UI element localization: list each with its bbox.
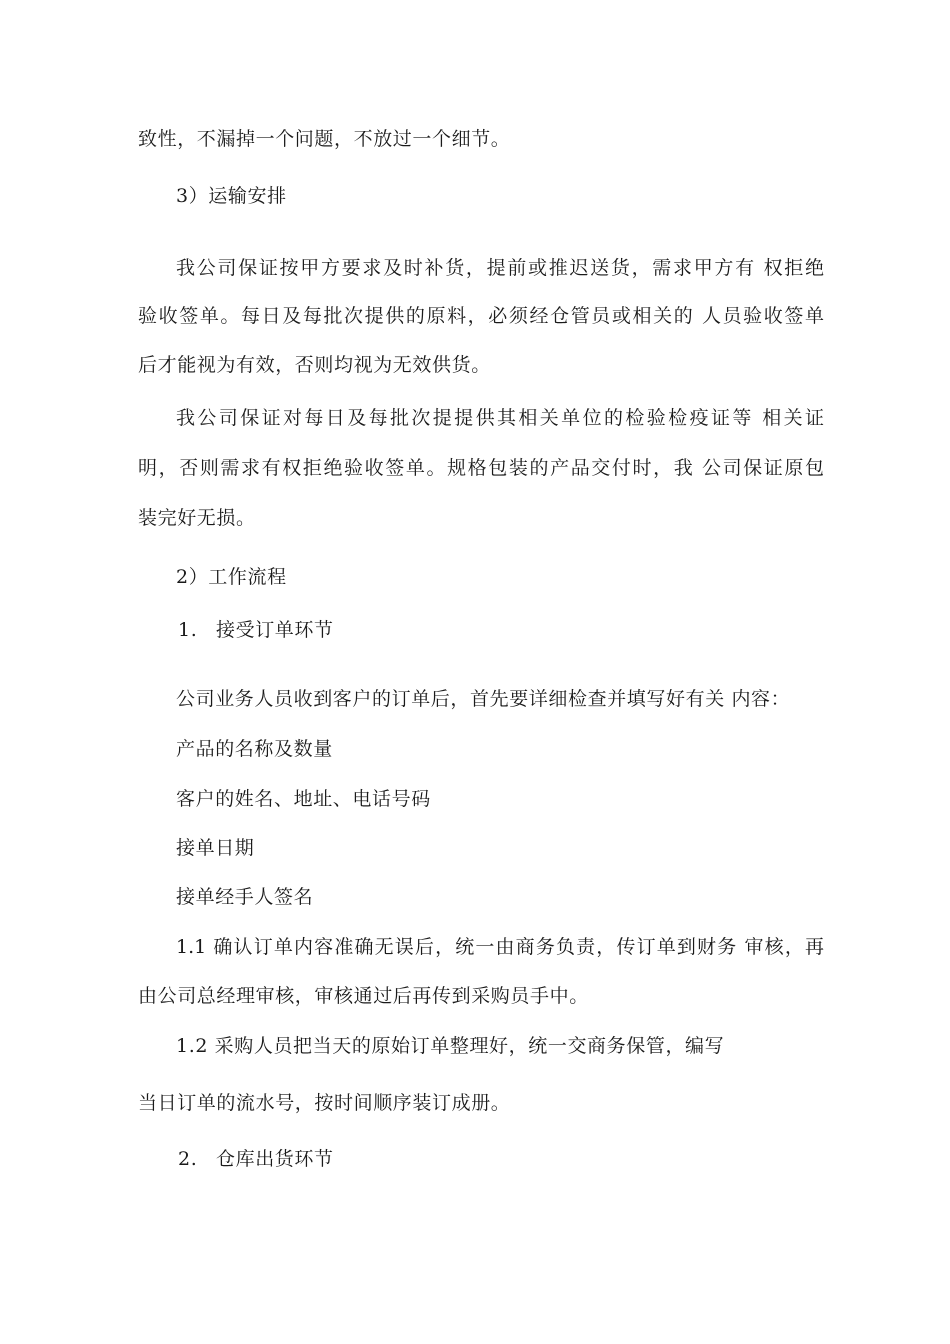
paragraph-tail: 致性，不漏掉一个问题，不放过一个细节。 (138, 128, 511, 150)
transport-para2-line2: 明，否则需求有权拒绝验收签单。规格包装的产品交付时，我 公司保证原包 (138, 457, 824, 479)
step1-item: 接单经手人签名 (176, 886, 314, 908)
step1-item: 产品的名称及数量 (176, 738, 333, 760)
step1-intro: 公司业务人员收到客户的订单后，首先要详细检查并填写好有关 内容： (176, 688, 791, 710)
heading-transport: 3）运输安排 (176, 185, 287, 207)
step1-title: 接受订单环节 (216, 619, 334, 641)
step1-number: 1. (178, 619, 198, 641)
step1-item: 客户的姓名、地址、电话号码 (176, 788, 431, 810)
transport-para1-line1: 我公司保证按甲方要求及时补货，提前或推迟送货，需求甲方有 权拒绝 (176, 257, 824, 279)
transport-para2-line1: 我公司保证对每日及每批次提提供其相关单位的检验检疫证等 相关证 (176, 407, 824, 429)
step1-sub2-line2: 当日订单的流水号，按时间顺序装订成册。 (138, 1092, 511, 1114)
heading-workflow: 2）工作流程 (176, 566, 287, 588)
step2-title: 仓库出货环节 (216, 1148, 334, 1170)
step1-item: 接单日期 (176, 837, 255, 859)
transport-para2-line3: 装完好无损。 (138, 507, 256, 529)
step1-sub2-line1: 1.2 采购人员把当天的原始订单整理好，统一交商务保管，编写 (176, 1035, 725, 1057)
step1-sub1-line1: 1.1 确认订单内容准确无误后，统一由商务负责，传订单到财务 审核，再 (176, 936, 824, 958)
transport-para1-line3: 后才能视为有效，否则均视为无效供货。 (138, 354, 491, 376)
transport-para1-line2: 验收签单。每日及每批次提供的原料，必须经仓管员或相关的 人员验收签单 (138, 305, 824, 327)
step2-number: 2. (178, 1148, 198, 1170)
step1-sub1-line2: 由公司总经理审核，审核通过后再传到采购员手中。 (138, 985, 589, 1007)
